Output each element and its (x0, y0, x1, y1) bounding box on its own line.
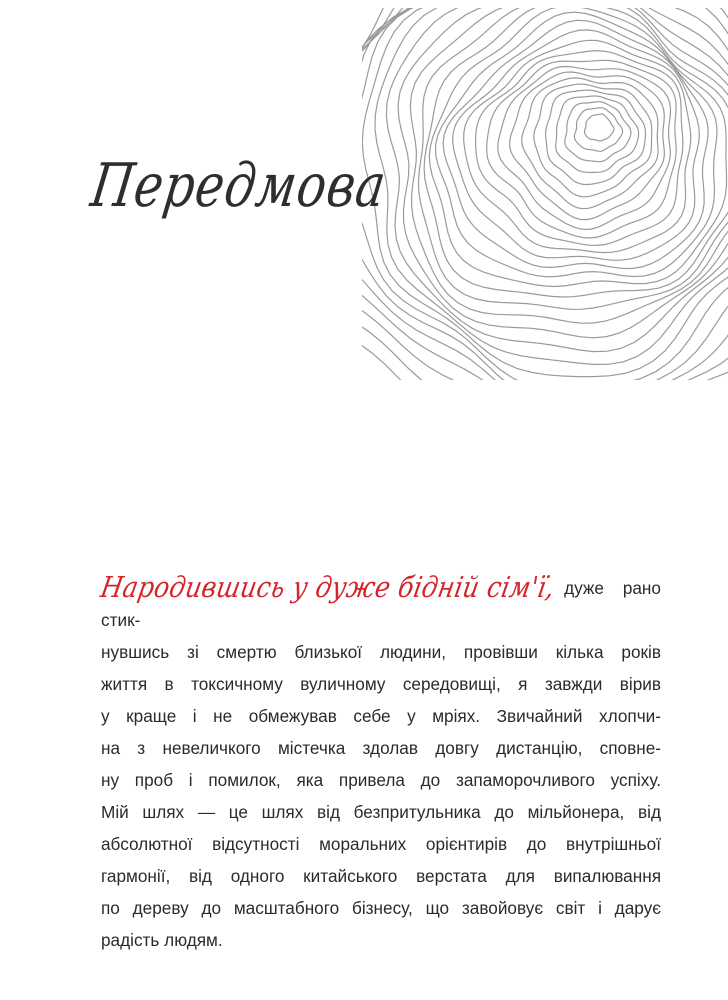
page-title: Передмова (86, 151, 391, 221)
tree-rings-illustration (362, 8, 728, 380)
tree-ring (453, 30, 700, 260)
paragraph-line-11: радість людям. (101, 930, 223, 950)
paragraph-line-1 (98, 570, 661, 636)
tree-rings-graphic (362, 8, 728, 380)
tree-ring (487, 60, 677, 238)
paragraph-line-7: Мій шлях — це шлях від безпритульника до мільйонера, від (101, 802, 661, 822)
tree-ring (565, 102, 631, 162)
tree-ring (585, 114, 615, 141)
paragraph-line-9: гармонії, від одного китайського верстата для випалювання (101, 866, 661, 886)
paragraph-line-4: у краще і не обмежував себе у мріях. Звичайний хлопчи- (101, 706, 661, 726)
lead-phrase: Народившись у дуже бідній сім'ї, (98, 570, 558, 605)
body-paragraph (98, 570, 661, 956)
paragraph-line-5: на з невеличкого містечка здолав довгу дистанцію, сповне- (101, 738, 661, 758)
tree-ring (556, 96, 639, 173)
tree-ring (429, 8, 726, 287)
paragraph-line-3: життя в токсичному вуличному середовищі, я завжди вірив (101, 674, 661, 694)
paragraph-line-text: дуже рано стик- (101, 578, 661, 630)
paragraph-line-10: по дереву до масштабного бізнесу, що завойовує світ і дарує (101, 898, 661, 918)
paragraph-line-8: абсолютної відсутності моральних орієнтирів до внутрішньої (101, 834, 661, 854)
paragraph-line-6: ну проб і помилок, яка привела до запаморочливого успіху. (101, 770, 661, 790)
tree-ring (534, 84, 652, 197)
tree-ring (522, 78, 658, 209)
paragraph-line-2: нувшись зі смертю близької людини, провівши кілька років (101, 642, 661, 662)
